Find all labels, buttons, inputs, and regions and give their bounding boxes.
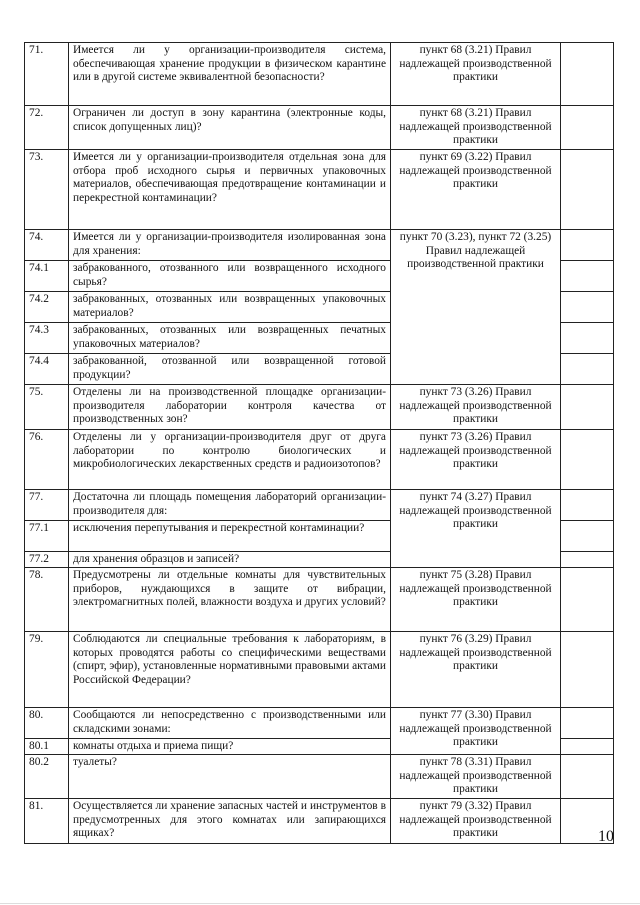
table-row [25, 632, 614, 708]
page-number: 10 [598, 828, 614, 845]
question-text: забракованной, отозванной или возвращенной готовой продукции? [69, 354, 391, 385]
answer-cell[interactable] [561, 568, 614, 632]
item-number: 77. [25, 490, 69, 521]
checklist-table [24, 42, 614, 844]
reference-text: пункт 73 (3.26) Правил надлежащей производственной практики [391, 385, 561, 430]
reference-text: пункт 68 (3.21) Правил надлежащей производственной практики [391, 106, 561, 150]
question-text: забракованного, отозванного или возвращенного исходного сырья? [69, 261, 391, 292]
question-text: для хранения образцов и записей? [69, 552, 391, 568]
table-row [25, 43, 614, 106]
item-number: 80.2 [25, 755, 69, 799]
answer-cell[interactable] [561, 106, 614, 150]
reference-text: пункт 74 (3.27) Правил надлежащей производственной практики [391, 490, 561, 568]
table-row [25, 106, 614, 150]
question-text: забракованных, отозванных или возвращенных печатных упаковочных материалов? [69, 323, 391, 354]
question-text: Соблюдаются ли специальные требования к лабораториям, в которых проводятся работы со специфическими веществами (спирт, эфир), установленные нормативными правовыми актами Российской Федерации? [69, 632, 391, 708]
question-text: Достаточна ли площадь помещения лабораторий организации-производителя для: [69, 490, 391, 521]
table-row [25, 490, 614, 521]
reference-text: пункт 68 (3.21) Правил надлежащей производственной практики [391, 43, 561, 106]
answer-cell[interactable] [561, 385, 614, 430]
question-text: Ограничен ли доступ в зону карантина (электронные коды, список допущенных лиц)? [69, 106, 391, 150]
item-number: 72. [25, 106, 69, 150]
question-text: комнаты отдыха и приема пищи? [69, 739, 391, 755]
reference-text: пункт 75 (3.28) Правил надлежащей производственной практики [391, 568, 561, 632]
item-number: 74.3 [25, 323, 69, 354]
answer-cell[interactable] [561, 43, 614, 106]
answer-cell[interactable] [561, 632, 614, 708]
page-edge-line [0, 903, 640, 904]
item-number: 74. [25, 230, 69, 261]
item-number: 71. [25, 43, 69, 106]
reference-text: пункт 73 (3.26) Правил надлежащей производственной практики [391, 430, 561, 490]
answer-cell[interactable] [561, 292, 614, 323]
item-number: 77.2 [25, 552, 69, 568]
question-text: Имеется ли у организации-производителя система, обеспечивающая хранение продукции в физическом карантине или в другой системе эквивалентной безопасности? [69, 43, 391, 106]
answer-cell[interactable] [561, 150, 614, 230]
table-row [25, 150, 614, 230]
item-number: 73. [25, 150, 69, 230]
item-number: 78. [25, 568, 69, 632]
table-row [25, 230, 614, 261]
item-number: 77.1 [25, 521, 69, 552]
question-text: туалеты? [69, 755, 391, 799]
answer-cell[interactable] [561, 755, 614, 799]
question-text: Предусмотрены ли отдельные комнаты для чувствительных приборов, нуждающихся в защите от вибрации, электромагнитных полей, влажности воздуха и других условий? [69, 568, 391, 632]
item-number: 74.2 [25, 292, 69, 323]
answer-cell[interactable] [561, 354, 614, 385]
item-number: 80.1 [25, 739, 69, 755]
answer-cell[interactable] [561, 430, 614, 490]
reference-text: пункт 79 (3.32) Правил надлежащей производственной практики [391, 799, 561, 844]
question-text: Отделены ли у организации-производителя друг от друга лаборатории по контролю биологических и микробиологических лекарственных средств и радиоизотопов? [69, 430, 391, 490]
table-row [25, 708, 614, 739]
question-text: Осуществляется ли хранение запасных частей и инструментов в предусмотренных для этого комнатах или запирающихся ящиках? [69, 799, 391, 844]
question-text: Имеется ли у организации-производителя изолированная зона для хранения: [69, 230, 391, 261]
reference-text: пункт 70 (3.23), пункт 72 (3.25) Правил надлежащей производственной практики [391, 230, 561, 385]
answer-cell[interactable] [561, 708, 614, 739]
table-row [25, 385, 614, 430]
answer-cell[interactable] [561, 490, 614, 521]
table-row [25, 799, 614, 844]
question-text: забракованных, отозванных или возвращенных упаковочных материалов? [69, 292, 391, 323]
reference-text: пункт 77 (3.30) Правил надлежащей производственной практики [391, 708, 561, 755]
reference-text: пункт 78 (3.31) Правил надлежащей производственной практики [391, 755, 561, 799]
table-row [25, 568, 614, 632]
question-text: Имеется ли у организации-производителя отдельная зона для отбора проб исходного сырья и первичных упаковочных материалов, обеспечивающая предотвращение контаминации и перекрестной контаминации? [69, 150, 391, 230]
table-row [25, 430, 614, 490]
item-number: 75. [25, 385, 69, 430]
item-number: 74.4 [25, 354, 69, 385]
question-text: исключения перепутывания и перекрестной контаминации? [69, 521, 391, 552]
question-text: Сообщаются ли непосредственно с производственными или складскими зонами: [69, 708, 391, 739]
answer-cell[interactable] [561, 230, 614, 261]
reference-text: пункт 76 (3.29) Правил надлежащей производственной практики [391, 632, 561, 708]
item-number: 76. [25, 430, 69, 490]
item-number: 80. [25, 708, 69, 739]
table-row [25, 755, 614, 799]
item-number: 74.1 [25, 261, 69, 292]
item-number: 81. [25, 799, 69, 844]
answer-cell[interactable] [561, 739, 614, 755]
item-number: 79. [25, 632, 69, 708]
question-text: Отделены ли на производственной площадке организации-производителя лаборатории контроля качества от производственных зон? [69, 385, 391, 430]
answer-cell[interactable] [561, 552, 614, 568]
answer-cell[interactable] [561, 323, 614, 354]
reference-text: пункт 69 (3.22) Правил надлежащей производственной практики [391, 150, 561, 230]
answer-cell[interactable] [561, 521, 614, 552]
answer-cell[interactable] [561, 261, 614, 292]
